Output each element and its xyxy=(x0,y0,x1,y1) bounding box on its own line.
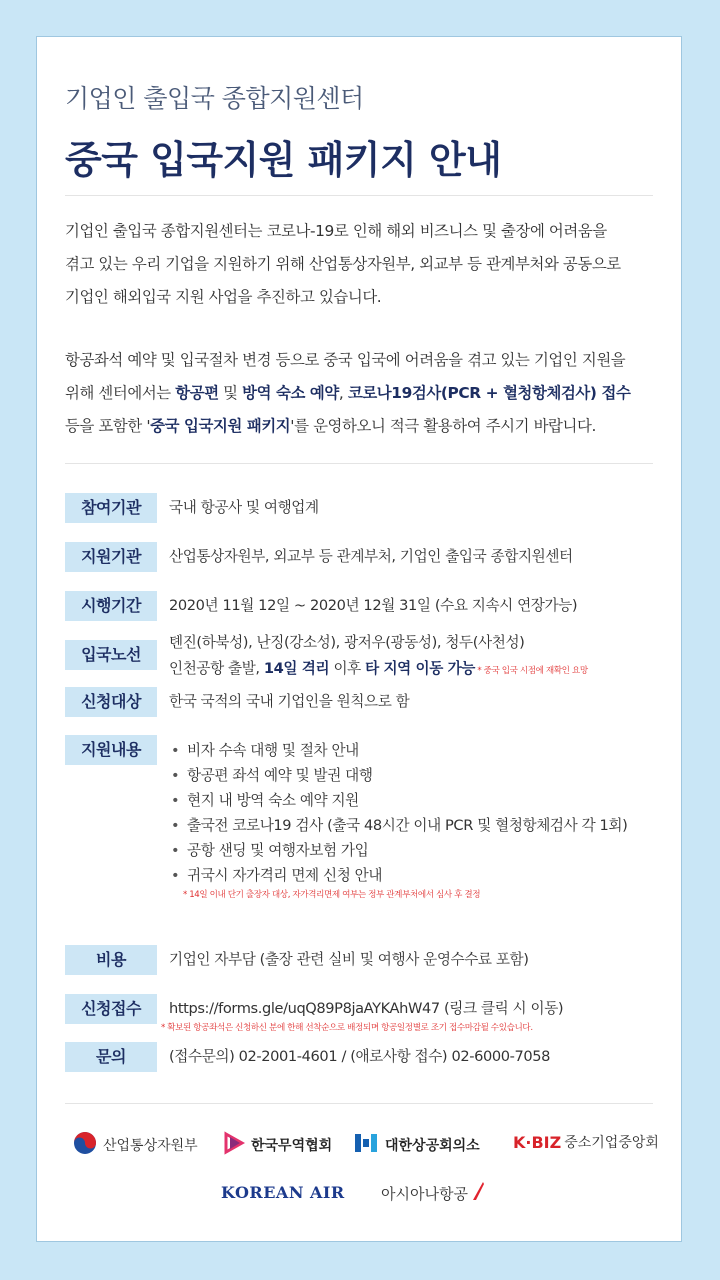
page-title: 중국 입국지원 패키지 안내 xyxy=(65,138,502,182)
content-note: * 14일 이내 단기 출장자 대상, 자가격리면제 여부는 정부 관계부처에서 심사 후 결정 xyxy=(183,890,481,900)
row-value: 2020년 11월 12일 ~ 2020년 12월 31일 (수요 지속시 연장가능) xyxy=(169,597,578,614)
list-item: • 공항 샌딩 및 여행자보험 가입 xyxy=(169,838,653,863)
row-value: 기업인 자부담 (출장 관련 실비 및 여행사 운영수수료 포함) xyxy=(169,951,529,968)
asiana-wing-icon xyxy=(470,1180,486,1206)
list-item: • 귀국시 자가격리 면제 신청 안내 xyxy=(169,863,653,888)
support-list xyxy=(169,738,653,888)
route-note: * 중국 입국 시점에 재확인 요망 xyxy=(475,666,588,676)
page-subtitle: 기업인 출입국 종합지원센터 xyxy=(65,84,364,113)
asiana-logo: 아시아나항공 xyxy=(381,1180,486,1206)
kita-mark-icon xyxy=(223,1131,245,1159)
kbiz-name: 중소기업중앙회 xyxy=(564,1135,659,1151)
list-item: • 현지 내 방역 숙소 예약 지원 xyxy=(169,788,653,813)
row-label: 시행기간 xyxy=(65,591,157,621)
row-value: 톈진(하북성), 난징(강소성), 광저우(광동성), 청두(사천성) 인천공항 출발, 14일 격리 이후 타 지역 이동 가능 * 중국 입국 시점에 재확인 요망 xyxy=(169,634,588,677)
apply-link[interactable]: https://forms.gle/uqQ89P8jaAYKAhW47 (링크 클릭 시 이동) xyxy=(169,1000,564,1017)
row-label: 입국노선 xyxy=(65,640,157,670)
row-label: 지원기관 xyxy=(65,542,157,572)
row-label: 참여기관 xyxy=(65,493,157,523)
kcci-mark-icon xyxy=(353,1131,379,1159)
row-label: 지원내용 xyxy=(65,735,157,765)
divider xyxy=(65,1103,653,1104)
intro-paragraph-2: 항공좌석 예약 및 입국절차 변경 등으로 중국 입국에 어려움을 겪고 있는 기업인 지원을 위해 센터에서는 항공편 및 방역 숙소 예약, 코로나19검사(PCR + 혈청항체검사) 접수 등을 포함한 '중국 입국지원 패키지'를 운영하오니 적극 활용하여 주시기 바랍니다. xyxy=(65,351,631,435)
list-item: • 비자 수속 대행 및 절차 안내 xyxy=(169,738,653,763)
row-label: 문의 xyxy=(65,1042,157,1072)
row-value: 산업통상자원부, 외교부 등 관계부처, 기업인 출입국 종합지원센터 xyxy=(169,548,573,565)
kbiz-logo xyxy=(513,1132,659,1152)
list-item: • 출국전 코로나19 검사 (출국 48시간 이내 PCR 및 혈청항체검사 각 1회) xyxy=(169,813,653,838)
kcci-logo: 대한상공회의소 xyxy=(353,1131,480,1159)
row-label: 비용 xyxy=(65,945,157,975)
notice-card xyxy=(36,36,682,1242)
taegeuk-icon xyxy=(73,1131,97,1159)
row-value xyxy=(169,738,653,902)
row-value: (접수문의) 02-2001-4601 / (애로사항 접수) 02-6000-7058 xyxy=(169,1048,551,1065)
korean-air-logo: KOREAN AIR xyxy=(221,1183,345,1202)
row-label: 신청대상 xyxy=(65,687,157,717)
kbiz-brand: K·BIZ xyxy=(513,1132,562,1152)
list-item: • 항공편 좌석 예약 및 발권 대행 xyxy=(169,763,653,788)
row-label: 신청접수 xyxy=(65,994,157,1024)
apply-note: * 확보된 항공좌석은 신청하신 분에 한해 선착순으로 배정되며 항공일정별로 조기 접수마감될 수있습니다. xyxy=(161,1023,533,1033)
intro-paragraph-1: 기업인 출입국 종합지원센터는 코로나-19로 인해 해외 비즈니스 및 출장에 어려움을 겪고 있는 우리 기업을 지원하기 위해 산업통상자원부, 외교부 등 관계부처와 공동으로 기업인 해외입국 지원 사업을 추진하고 있습니다. xyxy=(65,222,621,306)
divider xyxy=(65,463,653,464)
row-value: 한국 국적의 국내 기업인을 원칙으로 함 xyxy=(169,693,410,710)
row-value: 국내 항공사 및 여행업계 xyxy=(169,499,319,516)
motie-logo: 산업통상자원부 xyxy=(73,1131,198,1159)
divider xyxy=(65,195,653,196)
kita-logo: 한국무역협회 xyxy=(223,1131,332,1159)
